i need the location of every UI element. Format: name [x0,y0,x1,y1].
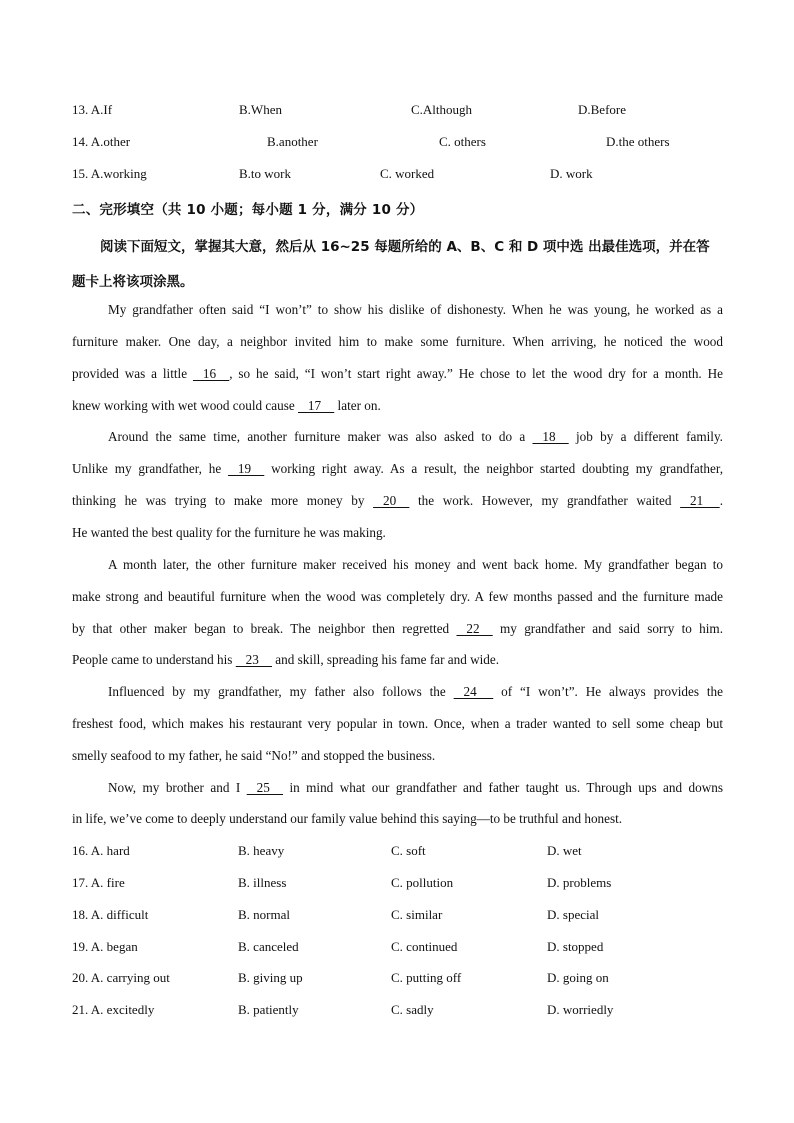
passage-text: my grandfather and said sorry to him. [492,621,723,636]
option-a: 16. A. hard [72,843,130,858]
option-b: B. patiently [238,1002,299,1017]
blank-17: 17 [297,398,335,413]
passage-text: of “I won’t”. He always provides the [493,684,724,699]
passage-line [72,652,723,668]
passage-line: He wanted the best quality for the furniture he was making. [72,525,386,540]
question-14-options [72,134,732,154]
instruction-line-2: 题卡上将该项涂黑。 [72,274,194,290]
blank-19: 19 [228,461,265,476]
question-17-options [72,875,732,895]
option-a: 19. A. began [72,939,138,954]
passage-line [72,621,723,637]
question-13-options [72,102,732,122]
passage-text: thinking he was trying to make more money by [72,493,374,508]
option-b: B.another [267,134,318,149]
passage-text: the work. However, my grandfather waited [409,493,681,508]
passage-line: smelly seafood to my father, he said “No!” and stopped the business. [72,748,436,763]
blank-25: 25 [246,780,283,795]
passage-text: working right away. As a result, the neighbor started doubting my grandfather, [264,461,723,476]
option-b: B. illness [238,875,287,890]
question-18-options [72,907,732,927]
passage-text: later on. [334,398,381,413]
passage-line: make strong and beautiful furniture when the wood was completely dry. A few months passed and the furniture made [72,589,723,604]
passage-text: Unlike my grandfather, he [72,461,228,476]
blank-21: 21 [680,493,720,508]
passage-line [72,398,723,414]
passage-line: A month later, the other furniture maker received his money and went back home. My grandfather began to [108,557,723,572]
option-b: B. giving up [238,970,303,985]
passage-line: freshest food, which makes his restaurant very popular in town. Once, when a trader wanted to sell some cheap but [72,716,723,731]
option-d: D.Before [578,102,627,117]
passage-text: , so he said, “I won’t start right away.” He chose to let the wood dry for a month. He [229,366,723,381]
question-16-options [72,843,732,863]
blank-16: 16 [192,366,230,381]
passage-text: . [719,493,723,508]
passage-text: in mind what our grandfather and father taught us. Through ups and downs [282,780,723,795]
option-d: D. stopped [547,939,604,954]
option-a: 21. A. excitedly [72,1002,155,1017]
passage-text: knew working with wet wood could cause [72,398,298,413]
option-d: D. going on [547,970,609,985]
option-a: 17. A. fire [72,875,125,890]
option-c: C. worked [380,166,435,181]
passage-line [108,429,723,445]
passage-line: furniture maker. One day, a neighbor invited him to make some furniture. When arriving, he noticed the wood [72,334,723,349]
option-d: D. wet [547,843,582,858]
blank-18: 18 [532,429,569,444]
option-c: C. pollution [391,875,454,890]
passage-text: People came to understand his [72,652,236,667]
question-15-options [72,166,732,186]
blank-23: 23 [235,652,272,667]
passage-text: Around the same time, another furniture maker was also asked to do a [108,429,533,444]
option-b: B. normal [238,907,290,922]
option-a: 14. A.other [72,134,131,149]
passage-text: job by a different family. [568,429,723,444]
option-b: B. heavy [238,843,285,858]
passage-line [108,780,723,796]
option-d: D. worriedly [547,1002,614,1017]
passage-line [72,493,723,509]
option-a: 20. A. carrying out [72,970,170,985]
passage-line [108,684,723,700]
option-c: C. continued [391,939,458,954]
instruction-line-1: 阅读下面短文，掌握其大意，然后从 16~25 每题所给的 A、B、C 和 D 项中选 出最佳选项，并在答 [100,239,710,255]
passage-text: Influenced by my grandfather, my father also follows the [108,684,454,699]
option-b: B.When [239,102,282,117]
option-d: D. problems [547,875,612,890]
option-d: D. special [547,907,599,922]
option-c: C. others [439,134,486,149]
passage-text: Now, my brother and I [108,780,247,795]
option-c: C. putting off [391,970,462,985]
question-20-options [72,970,732,990]
question-19-options [72,939,732,959]
option-b: B.to work [239,166,291,181]
option-a: 18. A. difficult [72,907,149,922]
passage-line [72,461,723,477]
option-c: C. sadly [391,1002,434,1017]
blank-24: 24 [453,684,494,699]
blank-22: 22 [456,621,493,636]
option-b: B. canceled [238,939,299,954]
option-d: D. work [550,166,593,181]
option-c: C.Although [411,102,473,117]
passage-text: provided was a little [72,366,193,381]
section-title: 二、完形填空（共 10 小题；每小题 1 分，满分 10 分） [72,202,424,218]
passage-line: in life, we’ve come to deeply understand our family value behind this saying—to be truthful and honest. [72,811,623,826]
passage-line [72,366,723,382]
option-a: 13. A.If [72,102,113,117]
passage-line: My grandfather often said “I won’t” to show his dislike of dishonesty. When he was young, he worked as a [108,302,723,317]
passage-text: by that other maker began to break. The neighbor then regretted [72,621,457,636]
option-c: C. soft [391,843,426,858]
question-21-options [72,1002,732,1022]
blank-20: 20 [373,493,410,508]
option-d: D.the others [606,134,670,149]
passage-text: and skill, spreading his fame far and wide. [271,652,500,667]
option-a: 15. A.working [72,166,147,181]
option-c: C. similar [391,907,443,922]
